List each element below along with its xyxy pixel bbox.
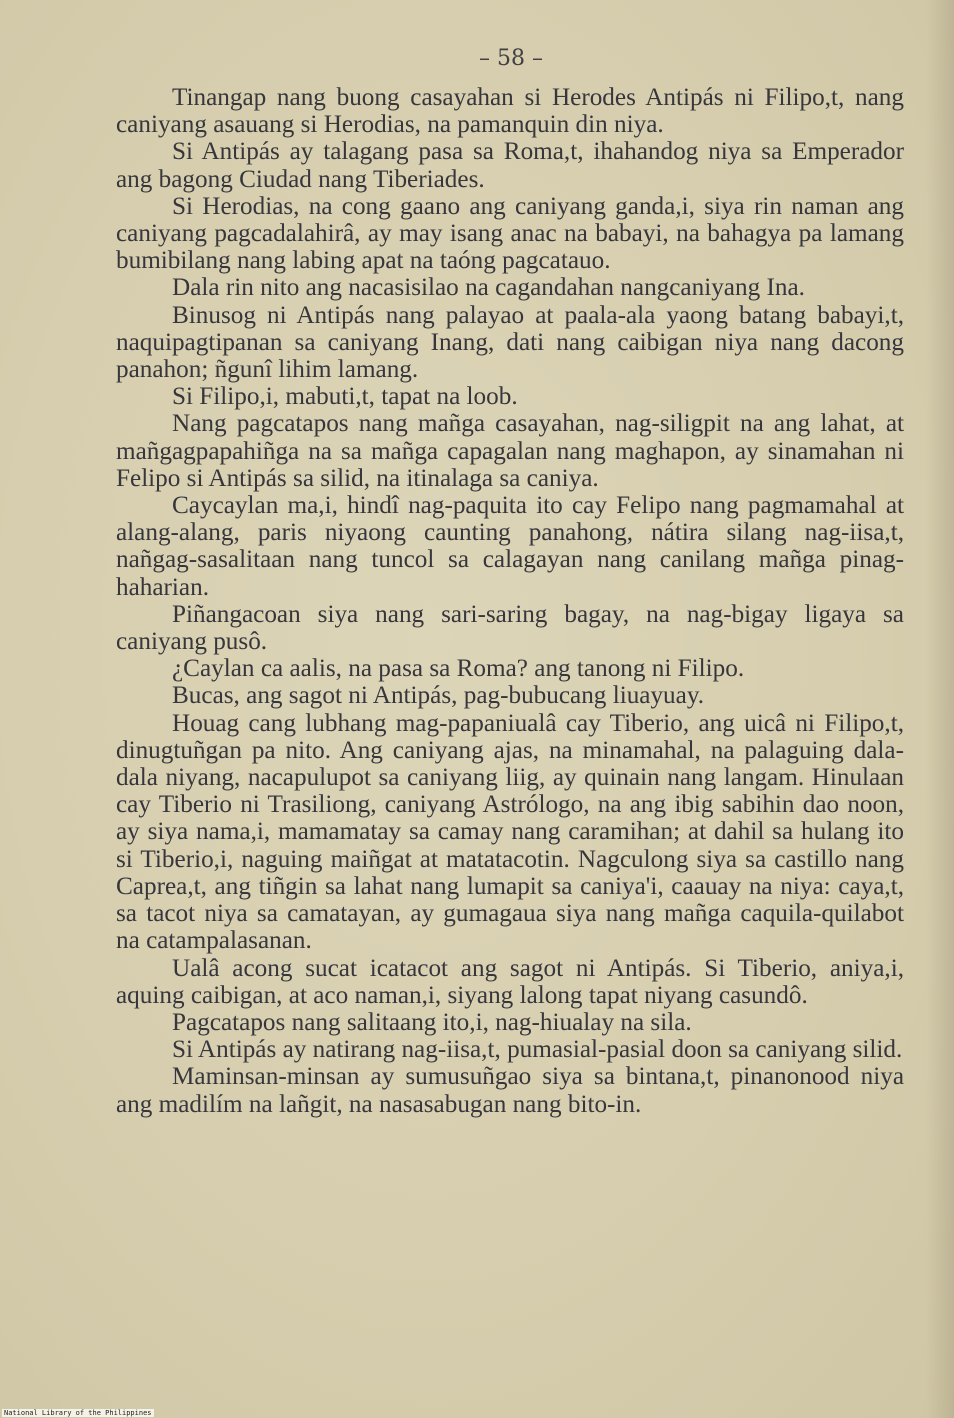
paragraph: Nang pagcatapos nang mañga casayahan, nag-siligpit na ang lahat, at mañgagpapahiñga na sa mañga capagalan nang maghapon, ay sinamahan ni Felipo si Antipás sa silid, na itinalaga sa caniya. [116,410,904,492]
paragraph: ¿Caylan ca aalis, na pasa sa Roma? ang tanong ni Filipo. [172,655,745,683]
paragraph: Binusog ni Antipás nang palayao at paala-ala yaong batang babayi,t, naquipagtipanan sa caniyang Inang, dati nang caibigan niya nang dacong panahon; ñgunî lihim lamang. [116,301,904,384]
page-edge-shadow [926,0,954,1418]
paragraph: Pagcatapos nang salitaang ito,i, nag-hiualay na sila. [172,1008,692,1036]
body-text [116,84,904,1118]
paragraph: Houag cang lubhang mag-papaniualâ cay Tiberio, ang uicâ ni Filipo,t, dinugtuñgan pa nito. Ang caniyang ajas, na minamahal, na palaguing dala-dala niyang, nacapulupot sa caniyang liig, ay quinain nang langam. Hinulaan cay Tiberio ni Trasiliong, caniyang Astrólogo, na ang ibig sabihin dao noon, ay siya nama,i, mamamatay sa camay nang caramihan; at dahil sa hulang ito si Tiberio,i, naguing maiñgat at matatacotin. Nagculong siya sa castillo nang Caprea,t, ang tiñgin sa lahat nang lumapit sa caniya'i, caauay na niya: caya,t, sa tacot niya sa camatayan, ay gumagaua siya nang mañga caquila-quilabot na catampalasanan. [116,709,904,955]
paragraph: Piñangacoan siya nang sari-saring bagay, na nag-bigay ligaya sa caniyang pusô. [116,600,904,656]
paragraph: Dala rin nito ang nacasisilao na cagandahan nangcaniyang Ina. [172,274,805,302]
paragraph: Tinangap nang buong casayahan si Herodes Antipás ni Filipo,t, nang caniyang asauang si Herodias, na pamanquin din niya. [116,84,904,139]
paragraph: Si Antipás ay talagang pasa sa Roma,t, ihahandog niya sa Emperador ang bagong Ciudad nang Tiberiades. [116,138,904,193]
paragraph: Si Herodias, na cong gaano ang caniyang ganda,i, siya rin naman ang caniyang pagcadalahirâ, ay may isang anac na babayi, na bahagya pa lamang bumibilang nang labing apat na taóng pagcatauo. [116,192,904,275]
library-credit: National Library of the Philippines [4,1409,152,1417]
paragraph: Maminsan-minsan ay sumusuñgao siya sa bintana,t, pinanonood niya ang madilím na lañgit, na nasasabugan nang bito-in. [116,1063,904,1118]
paragraph: Si Antipás ay natirang nag-iisa,t, pumasial-pasial doon sa caniyang silid. [172,1036,903,1064]
paragraph: Caycaylan ma,i, hindî nag-paquita ito cay Felipo nang pagmamahal at alang-alang, paris niyaong caunting panahong, nátira silang nag-iisa,t, nañgag-sasalitaan nang tuncol sa calagayan nang canilang mañga pinag-haharian. [116,492,904,601]
paragraph: Bucas, ang sagot ni Antipás, pag-bubucang liuayuay. [172,682,705,710]
paragraph: Ualâ acong sucat icatacot ang sagot ni Antipás. Si Tiberio, aniya,i, aquing caibigan, at aco naman,i, siyang lalong tapat niyang casundô. [116,954,904,1009]
page-number: – 58 – [479,46,543,71]
paragraph: Si Filipo,i, mabuti,t, tapat na loob. [172,383,518,411]
